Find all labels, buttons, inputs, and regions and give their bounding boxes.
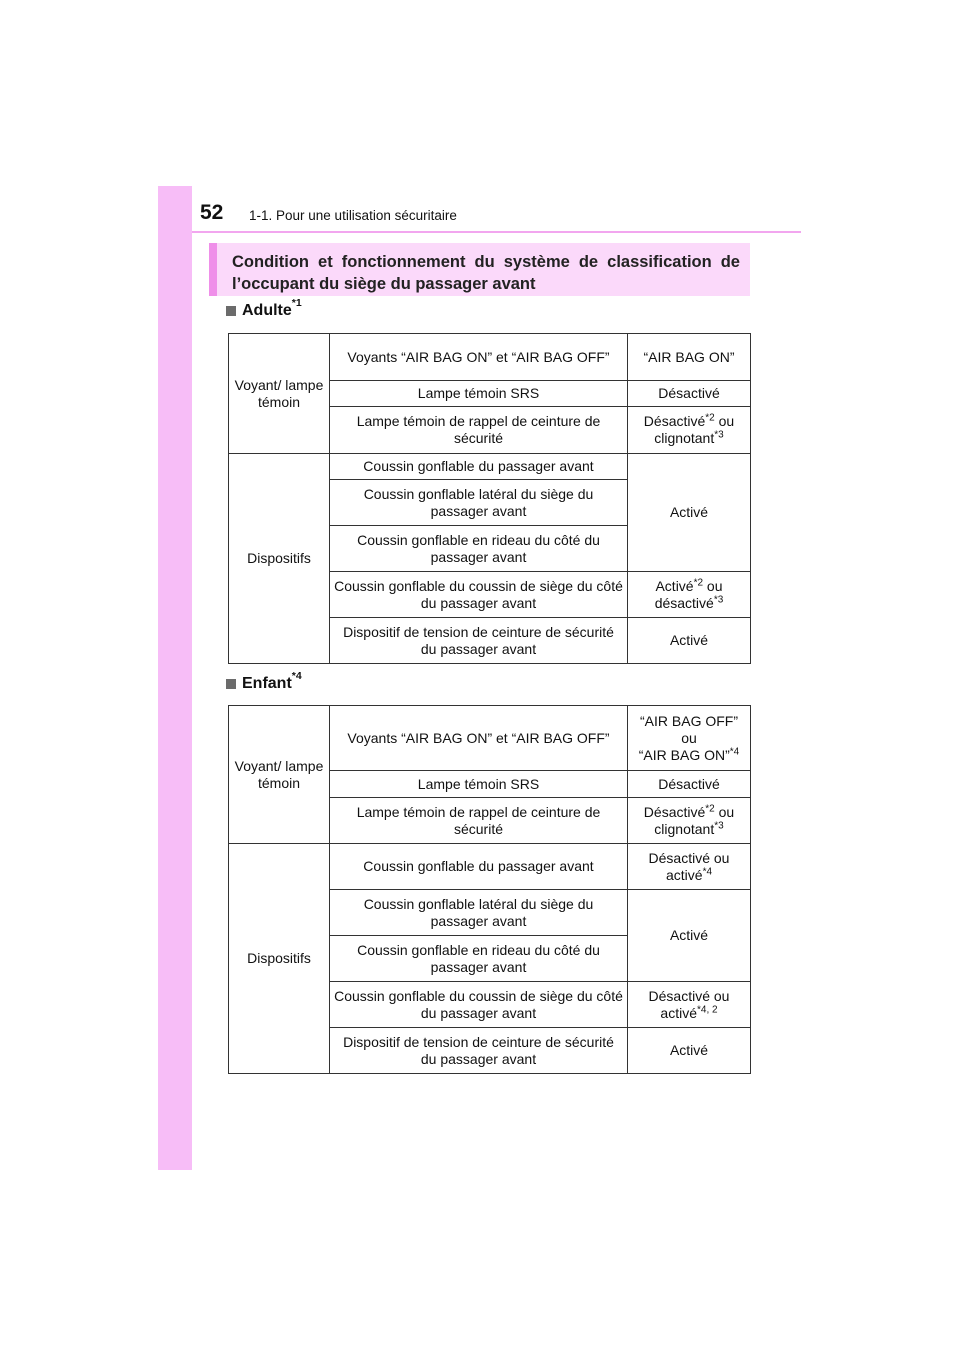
belt-value-b: clignotant xyxy=(654,820,715,837)
cushion-value-cell xyxy=(628,982,751,1028)
pretensioner-value-cell xyxy=(628,618,751,664)
cushion-value-or: ou xyxy=(703,577,723,594)
srs-label-cell xyxy=(330,771,628,798)
front-note: *4 xyxy=(702,865,713,877)
cushion-airbag-cell xyxy=(330,982,628,1028)
voyants-note: *4 xyxy=(729,745,740,757)
cushion-value-a: Activé xyxy=(655,577,694,594)
belt-note-a: *2 xyxy=(705,802,715,814)
page-number: 52 xyxy=(200,201,224,224)
front-value-b: activé xyxy=(665,866,703,883)
curtain-airbag-label: Coussin gonflable en rideau du côté du passager avant xyxy=(357,941,600,975)
curtain-airbag-label: Coussin gonflable en rideau du côté du passager avant xyxy=(357,531,600,565)
pretensioner-value: Activé xyxy=(669,632,709,648)
square-bullet-icon xyxy=(226,679,236,689)
voyants-value-1: “AIR BAG OFF” xyxy=(640,712,738,729)
adult-heading-text: Adulte xyxy=(242,302,292,319)
cushion-note-a: *2 xyxy=(693,576,704,588)
airbags-value-cell xyxy=(628,454,751,572)
srs-label: Lampe témoin SRS xyxy=(417,775,540,792)
airbags-value: Activé xyxy=(669,504,709,520)
belt-value-cell xyxy=(628,798,751,844)
pretensioner-label: Dispositif de tension de ceinture de sécurité du passager avant xyxy=(343,623,614,657)
voyants-header-cell xyxy=(330,334,628,381)
side-curtain-value-cell xyxy=(628,890,751,982)
dispositifs-label: Dispositifs xyxy=(247,550,311,566)
child-heading xyxy=(226,670,302,693)
srs-label-cell xyxy=(330,381,628,407)
voyants-header-cell xyxy=(330,706,628,771)
belt-value-or: ou xyxy=(714,803,735,820)
front-airbag-cell xyxy=(330,844,628,890)
voyant-label: Voyant/ lampe témoin xyxy=(234,376,324,410)
table-row xyxy=(229,844,751,890)
pretensioner-cell xyxy=(330,618,628,664)
belt-value-or: ou xyxy=(714,413,735,429)
table-row xyxy=(229,334,751,381)
belt-note-a: *2 xyxy=(705,412,715,424)
front-airbag-label: Coussin gonflable du passager avant xyxy=(363,858,594,874)
belt-label: Lampe témoin de rappel de ceinture de sécurité xyxy=(356,413,601,446)
srs-value: Désactivé xyxy=(658,385,720,401)
srs-value: Désactivé xyxy=(658,775,720,792)
child-heading-text: Enfant xyxy=(242,675,292,692)
side-airbag-label: Coussin gonflable latéral du siège du passager avant xyxy=(363,895,594,929)
voyant-label-cell xyxy=(229,706,330,844)
table-row xyxy=(229,706,751,771)
belt-label: Lampe témoin de rappel de ceinture de sécurité xyxy=(356,803,601,837)
adult-heading xyxy=(226,297,302,320)
front-value-cell xyxy=(628,844,751,890)
table-row xyxy=(229,454,751,480)
cushion-airbag-label: Coussin gonflable du coussin de siège du côté du passager avant xyxy=(334,987,623,1021)
belt-note-b: *3 xyxy=(714,429,724,441)
cushion-note: *4, 2 xyxy=(697,1003,718,1015)
voyants-header: Voyants “AIR BAG ON” et “AIR BAG OFF” xyxy=(347,729,610,746)
cushion-airbag-label: Coussin gonflable du coussin de siège du côté du passager avant xyxy=(334,577,623,611)
side-tab-bar xyxy=(158,186,192,1170)
belt-value-a: Désactivé xyxy=(643,803,706,820)
section-title: Condition et fonctionnement du système de classification de l’occupant du siège du passager avant xyxy=(232,253,740,293)
dispositifs-label-cell xyxy=(229,454,330,664)
cushion-value-b: désactivé xyxy=(654,594,714,611)
belt-note-b: *3 xyxy=(714,819,724,831)
cushion-airbag-cell xyxy=(330,572,628,618)
front-value-a: Désactivé ou xyxy=(648,849,730,866)
voyants-value-2: “AIR BAG ON” xyxy=(638,746,730,763)
adult-table xyxy=(228,333,751,664)
belt-value-cell xyxy=(628,407,751,454)
curtain-airbag-cell xyxy=(330,526,628,572)
belt-label-cell xyxy=(330,798,628,844)
side-curtain-value: Activé xyxy=(669,927,709,943)
square-bullet-icon xyxy=(226,306,236,316)
curtain-airbag-cell xyxy=(330,936,628,982)
header-rule xyxy=(192,231,801,233)
front-airbag-cell xyxy=(330,454,628,480)
belt-value-b: clignotant xyxy=(654,430,715,446)
pretensioner-label: Dispositif de tension de ceinture de sécurité du passager avant xyxy=(343,1033,614,1067)
pretensioner-value: Activé xyxy=(669,1042,709,1058)
voyants-value-cell xyxy=(628,334,751,381)
srs-label: Lampe témoin SRS xyxy=(417,385,540,401)
pretensioner-cell xyxy=(330,1028,628,1074)
cushion-value-b: activé xyxy=(660,1004,697,1021)
child-heading-note: *4 xyxy=(291,670,302,682)
cushion-note-b: *3 xyxy=(713,593,724,605)
child-table xyxy=(228,705,751,1074)
cushion-value-cell xyxy=(628,572,751,618)
srs-value-cell xyxy=(628,771,751,798)
belt-label-cell xyxy=(330,407,628,454)
voyants-header: Voyants “AIR BAG ON” et “AIR BAG OFF” xyxy=(347,348,610,365)
front-airbag-label: Coussin gonflable du passager avant xyxy=(363,458,594,474)
dispositifs-label-cell xyxy=(229,844,330,1074)
chapter-title: 1-1. Pour une utilisation sécuritaire xyxy=(249,208,457,223)
section-heading-box xyxy=(209,243,750,296)
dispositifs-label: Dispositifs xyxy=(247,950,311,966)
voyants-value: “AIR BAG ON” xyxy=(643,348,735,365)
pretensioner-value-cell xyxy=(628,1028,751,1074)
side-airbag-label: Coussin gonflable latéral du siège du passager avant xyxy=(363,485,594,519)
side-airbag-cell xyxy=(330,890,628,936)
cushion-value-a: Désactivé ou xyxy=(648,987,730,1004)
side-airbag-cell xyxy=(330,480,628,526)
srs-value-cell xyxy=(628,381,751,407)
belt-value-a: Désactivé xyxy=(643,413,706,429)
voyants-value-or: ou xyxy=(681,729,697,746)
voyant-label-cell xyxy=(229,334,330,454)
adult-heading-note: *1 xyxy=(291,297,302,309)
voyant-label: Voyant/ lampe témoin xyxy=(234,757,324,791)
voyants-value-cell xyxy=(628,706,751,771)
